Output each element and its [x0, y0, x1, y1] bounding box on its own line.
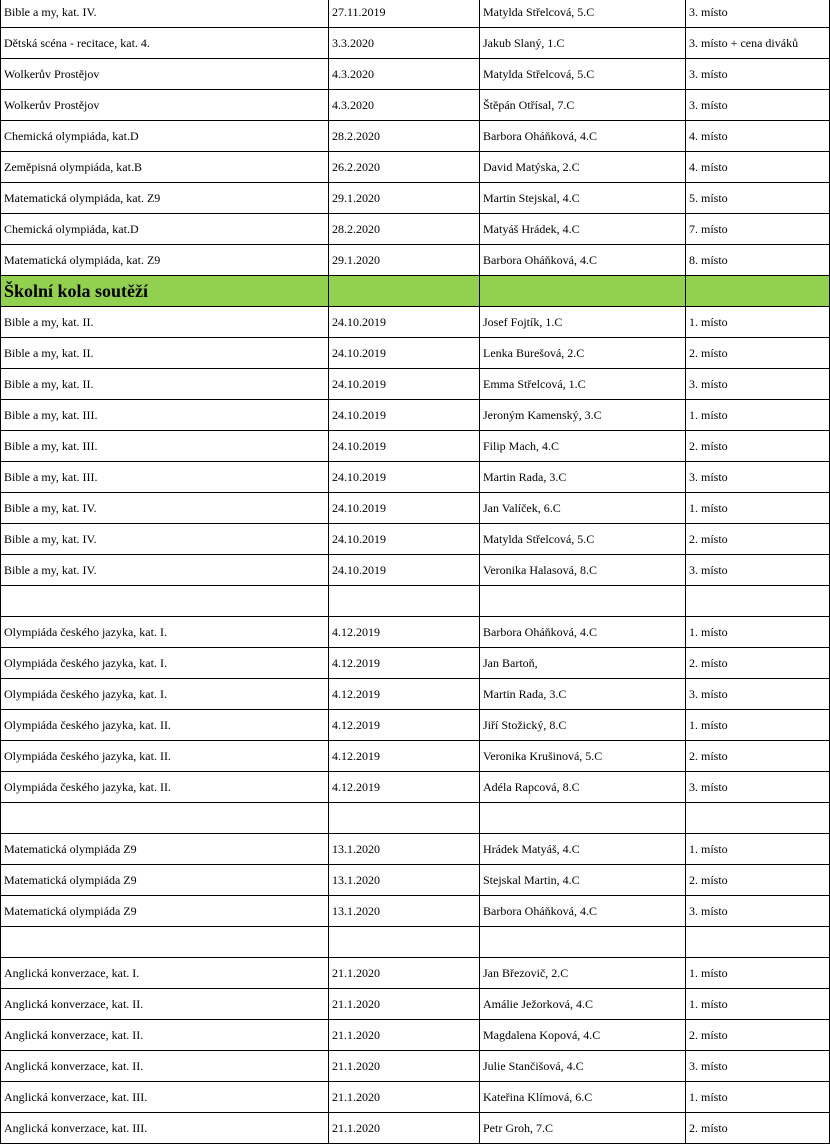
empty-cell [329, 927, 480, 958]
date-cell: 4.3.2020 [329, 59, 480, 90]
date-cell: 24.10.2019 [329, 400, 480, 431]
date-cell: 4.12.2019 [329, 648, 480, 679]
table-row [1, 245, 830, 276]
table-row [1, 710, 830, 741]
competition-cell: Matematická olympiáda Z9 [1, 896, 329, 927]
section-title: Školní kola soutěží [1, 276, 329, 307]
student-cell: Stejskal Martin, 4.C [480, 865, 686, 896]
spacer-row [1, 586, 830, 617]
competition-cell: Bible a my, kat. IV. [1, 0, 329, 28]
place-cell: 1. místo [686, 617, 830, 648]
table-row [1, 0, 830, 28]
date-cell: 4.12.2019 [329, 741, 480, 772]
student-cell: Martin Rada, 3.C [480, 462, 686, 493]
empty-cell [480, 803, 686, 834]
place-cell: 3. místo [686, 555, 830, 586]
competition-cell: Chemická olympiáda, kat.D [1, 214, 329, 245]
table-row [1, 369, 830, 400]
student-cell: David Matýska, 2.C [480, 152, 686, 183]
date-cell: 28.2.2020 [329, 121, 480, 152]
place-cell: 3. místo [686, 1051, 830, 1082]
place-cell: 1. místo [686, 958, 830, 989]
place-cell: 1. místo [686, 493, 830, 524]
date-cell: 3.3.2020 [329, 28, 480, 59]
competition-cell: Olympiáda českého jazyka, kat. II. [1, 741, 329, 772]
competition-cell: Anglická konverzace, kat. III. [1, 1082, 329, 1113]
date-cell: 21.1.2020 [329, 1113, 480, 1144]
student-cell: Hrádek Matyáš, 4.C [480, 834, 686, 865]
date-cell: 29.1.2020 [329, 245, 480, 276]
empty-cell [1, 803, 329, 834]
student-cell: Martin Rada, 3.C [480, 679, 686, 710]
competition-cell: Zeměpisná olympiáda, kat.B [1, 152, 329, 183]
date-cell: 24.10.2019 [329, 369, 480, 400]
date-cell: 21.1.2020 [329, 989, 480, 1020]
student-cell: Adéla Rapcová, 8.C [480, 772, 686, 803]
date-cell: 29.1.2020 [329, 183, 480, 214]
competition-cell: Wolkerův Prostějov [1, 59, 329, 90]
date-cell: 24.10.2019 [329, 462, 480, 493]
place-cell: 3. místo [686, 90, 830, 121]
student-cell: Josef Fojtík, 1.C [480, 307, 686, 338]
table-row [1, 741, 830, 772]
table-row [1, 338, 830, 369]
empty-cell [329, 803, 480, 834]
student-cell: Jan Valíček, 6.C [480, 493, 686, 524]
place-cell: 1. místo [686, 834, 830, 865]
competition-cell: Bible a my, kat. II. [1, 369, 329, 400]
competition-cell: Bible a my, kat. IV. [1, 493, 329, 524]
competition-cell: Chemická olympiáda, kat.D [1, 121, 329, 152]
student-cell: Julie Stančišová, 4.C [480, 1051, 686, 1082]
date-cell: 4.12.2019 [329, 710, 480, 741]
student-cell: Magdalena Kopová, 4.C [480, 1020, 686, 1051]
competition-cell: Olympiáda českého jazyka, kat. II. [1, 710, 329, 741]
competition-cell: Wolkerův Prostějov [1, 90, 329, 121]
table-row [1, 183, 830, 214]
date-cell: 21.1.2020 [329, 1020, 480, 1051]
empty-cell [329, 276, 480, 307]
table-row [1, 989, 830, 1020]
empty-cell [686, 927, 830, 958]
competition-cell: Anglická konverzace, kat. II. [1, 989, 329, 1020]
table-row [1, 617, 830, 648]
place-cell: 2. místo [686, 1020, 830, 1051]
student-cell: Kateřina Klímová, 6.C [480, 1082, 686, 1113]
date-cell: 21.1.2020 [329, 1082, 480, 1113]
date-cell: 21.1.2020 [329, 958, 480, 989]
table-row [1, 400, 830, 431]
table-row [1, 431, 830, 462]
competition-cell: Bible a my, kat. II. [1, 307, 329, 338]
place-cell: 1. místo [686, 1082, 830, 1113]
student-cell: Veronika Krušinová, 5.C [480, 741, 686, 772]
date-cell: 13.1.2020 [329, 896, 480, 927]
student-cell: Amálie Ježorková, 4.C [480, 989, 686, 1020]
empty-cell [480, 276, 686, 307]
table-row [1, 1082, 830, 1113]
place-cell: 4. místo [686, 152, 830, 183]
place-cell: 8. místo [686, 245, 830, 276]
place-cell: 2. místo [686, 431, 830, 462]
competition-cell: Olympiáda českého jazyka, kat. I. [1, 617, 329, 648]
empty-cell [329, 586, 480, 617]
table-row [1, 1051, 830, 1082]
student-cell: Jan Bartoň, [480, 648, 686, 679]
date-cell: 13.1.2020 [329, 865, 480, 896]
competition-cell: Bible a my, kat. III. [1, 431, 329, 462]
place-cell: 2. místo [686, 338, 830, 369]
place-cell: 2. místo [686, 648, 830, 679]
competition-cell: Olympiáda českého jazyka, kat. II. [1, 772, 329, 803]
table-row [1, 679, 830, 710]
empty-cell [1, 586, 329, 617]
student-cell: Barbora Oháňková, 4.C [480, 617, 686, 648]
place-cell: 3. místo [686, 679, 830, 710]
place-cell: 2. místo [686, 741, 830, 772]
student-cell: Matylda Střelcová, 5.C [480, 524, 686, 555]
table-row [1, 462, 830, 493]
competition-cell: Bible a my, kat. IV. [1, 524, 329, 555]
table-row [1, 90, 830, 121]
place-cell: 1. místo [686, 710, 830, 741]
spacer-row [1, 927, 830, 958]
date-cell: 4.3.2020 [329, 90, 480, 121]
student-cell: Filip Mach, 4.C [480, 431, 686, 462]
table-row [1, 28, 830, 59]
place-cell: 3. místo [686, 369, 830, 400]
spacer-row [1, 803, 830, 834]
table-row [1, 865, 830, 896]
student-cell: Jan Březovič, 2.C [480, 958, 686, 989]
empty-cell [686, 803, 830, 834]
empty-cell [686, 276, 830, 307]
date-cell: 24.10.2019 [329, 493, 480, 524]
date-cell: 21.1.2020 [329, 1051, 480, 1082]
table-row [1, 121, 830, 152]
date-cell: 4.12.2019 [329, 679, 480, 710]
student-cell: Jakub Slaný, 1.C [480, 28, 686, 59]
empty-cell [480, 927, 686, 958]
table-row [1, 493, 830, 524]
student-cell: Matylda Střelcová, 5.C [480, 0, 686, 28]
student-cell: Jiří Stožický, 8.C [480, 710, 686, 741]
date-cell: 4.12.2019 [329, 617, 480, 648]
date-cell: 24.10.2019 [329, 431, 480, 462]
date-cell: 13.1.2020 [329, 834, 480, 865]
table-row [1, 772, 830, 803]
student-cell: Jeroným Kamenský, 3.C [480, 400, 686, 431]
table-row [1, 1020, 830, 1051]
table-body [1, 0, 830, 1144]
empty-cell [1, 927, 329, 958]
competition-cell: Olympiáda českého jazyka, kat. I. [1, 679, 329, 710]
student-cell: Matyáš Hrádek, 4.C [480, 214, 686, 245]
table-row [1, 555, 830, 586]
table-row [1, 307, 830, 338]
table-row [1, 834, 830, 865]
place-cell: 2. místo [686, 1113, 830, 1144]
place-cell: 4. místo [686, 121, 830, 152]
table-row [1, 1113, 830, 1144]
date-cell: 28.2.2020 [329, 214, 480, 245]
place-cell: 1. místo [686, 989, 830, 1020]
student-cell: Štěpán Otřísal, 7.C [480, 90, 686, 121]
date-cell: 24.10.2019 [329, 338, 480, 369]
competition-cell: Matematická olympiáda, kat. Z9 [1, 183, 329, 214]
place-cell: 3. místo [686, 59, 830, 90]
place-cell: 7. místo [686, 214, 830, 245]
section-header-row [1, 276, 830, 307]
place-cell: 1. místo [686, 307, 830, 338]
competition-cell: Anglická konverzace, kat. II. [1, 1051, 329, 1082]
place-cell: 3. místo [686, 0, 830, 28]
competition-cell: Bible a my, kat. II. [1, 338, 329, 369]
date-cell: 26.2.2020 [329, 152, 480, 183]
table-row [1, 214, 830, 245]
competition-cell: Bible a my, kat. IV. [1, 555, 329, 586]
competition-cell: Anglická konverzace, kat. I. [1, 958, 329, 989]
competition-cell: Matematická olympiáda Z9 [1, 865, 329, 896]
student-cell: Martin Stejskal, 4.C [480, 183, 686, 214]
empty-cell [686, 586, 830, 617]
student-cell: Barbora Oháňková, 4.C [480, 245, 686, 276]
place-cell: 2. místo [686, 524, 830, 555]
place-cell: 3. místo [686, 462, 830, 493]
competition-cell: Matematická olympiáda, kat. Z9 [1, 245, 329, 276]
table-row [1, 152, 830, 183]
competition-cell: Bible a my, kat. III. [1, 462, 329, 493]
date-cell: 24.10.2019 [329, 524, 480, 555]
student-cell: Emma Střelcová, 1.C [480, 369, 686, 400]
table-row [1, 896, 830, 927]
date-cell: 27.11.2019 [329, 0, 480, 28]
place-cell: 1. místo [686, 400, 830, 431]
place-cell: 3. místo [686, 896, 830, 927]
table-row [1, 958, 830, 989]
student-cell: Matylda Střelcová, 5.C [480, 59, 686, 90]
date-cell: 24.10.2019 [329, 555, 480, 586]
place-cell: 5. místo [686, 183, 830, 214]
competition-cell: Dětská scéna - recitace, kat. 4. [1, 28, 329, 59]
competition-cell: Olympiáda českého jazyka, kat. I. [1, 648, 329, 679]
table-row [1, 59, 830, 90]
student-cell: Barbora Oháňková, 4.C [480, 121, 686, 152]
place-cell: 3. místo + cena diváků [686, 28, 830, 59]
competition-cell: Bible a my, kat. III. [1, 400, 329, 431]
competition-cell: Matematická olympiáda Z9 [1, 834, 329, 865]
date-cell: 24.10.2019 [329, 307, 480, 338]
student-cell: Veronika Halasová, 8.C [480, 555, 686, 586]
competition-cell: Anglická konverzace, kat. III. [1, 1113, 329, 1144]
empty-cell [480, 586, 686, 617]
table-row [1, 648, 830, 679]
competition-cell: Anglická konverzace, kat. II. [1, 1020, 329, 1051]
student-cell: Lenka Burešová, 2.C [480, 338, 686, 369]
date-cell: 4.12.2019 [329, 772, 480, 803]
student-cell: Barbora Oháňková, 4.C [480, 896, 686, 927]
place-cell: 3. místo [686, 772, 830, 803]
place-cell: 2. místo [686, 865, 830, 896]
table-row [1, 524, 830, 555]
student-cell: Petr Groh, 7.C [480, 1113, 686, 1144]
